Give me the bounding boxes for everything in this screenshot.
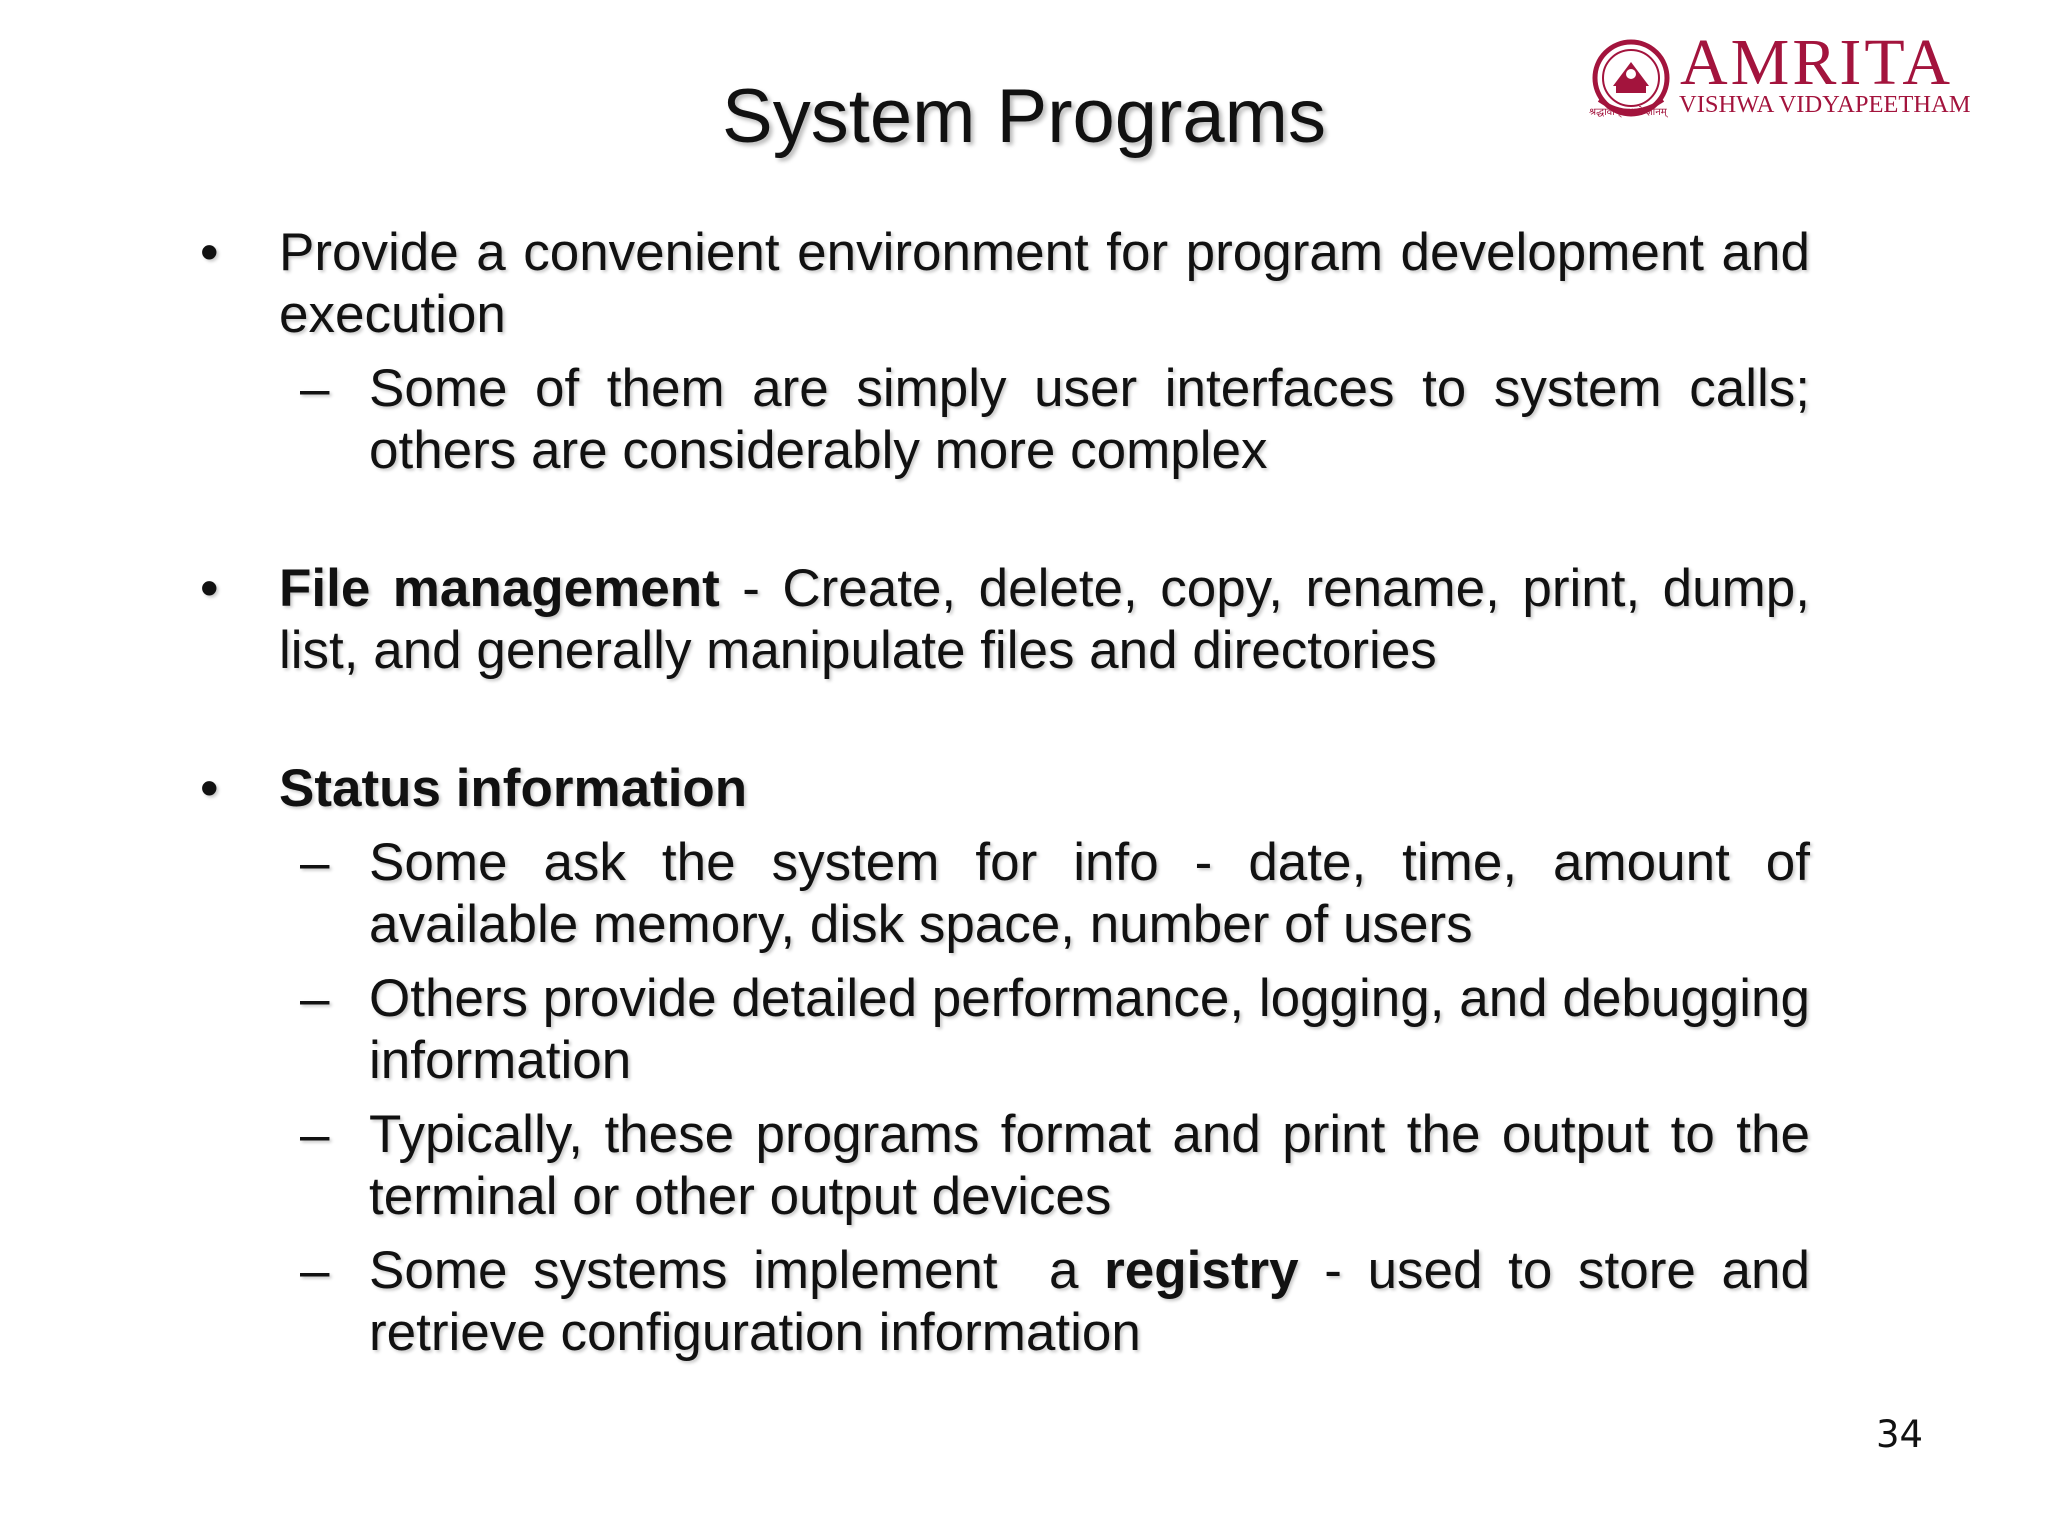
slide-title: System Programs: [722, 74, 1326, 159]
sub-bullet-text: Some ask the system for info - date, time, amount of available memory, disk space, number of users: [369, 833, 1810, 954]
amrita-logo: [1585, 26, 2040, 128]
bullet-text: [279, 758, 1810, 820]
dash-marker: –: [300, 359, 330, 418]
bullet-marker: •: [200, 223, 219, 282]
sub-bullet-item: [200, 1240, 1810, 1364]
sub-bullet-item: [200, 832, 1810, 956]
bullet-item: [200, 222, 1810, 346]
logo-tagline: श्रद्धावान् लभते ज्ञानम्: [1589, 107, 1667, 118]
dash-marker: –: [300, 833, 330, 892]
bullet-item: [200, 558, 1810, 682]
sub-bullet-pre: Some systems implement a: [369, 1241, 1105, 1300]
sub-bullet-item: [200, 968, 1810, 1092]
sub-bullet-text: Typically, these programs format and print the output to the terminal or other output devices: [369, 1105, 1810, 1226]
registry-term: registry: [1104, 1241, 1299, 1300]
dash-marker: –: [300, 969, 330, 1028]
sub-bullet-text: [369, 1240, 1810, 1364]
dash-marker: –: [300, 1105, 330, 1164]
sub-bullet-item: [200, 358, 1810, 482]
dash-marker: –: [300, 1241, 330, 1300]
bullet-marker: •: [200, 759, 219, 818]
sub-bullet-post: - used to store and retrieve configuration information: [369, 1241, 1810, 1362]
logo-brand-text: AMRITA: [1680, 26, 1954, 99]
bullet-text: [279, 558, 1810, 682]
bullet-heading: File management: [279, 559, 720, 618]
bullet-item: [200, 758, 1810, 820]
logo-subtitle: VISHWA VIDYAPEETHAM: [1679, 91, 1971, 118]
bullet-list: [200, 222, 1810, 1364]
bullet-heading: Status information: [279, 759, 748, 818]
bullet-text: Provide a convenient environment for program development and execution: [279, 223, 1810, 344]
bullet-marker: •: [200, 559, 219, 618]
page-number: 34: [1876, 1413, 1924, 1456]
sub-bullet-text: Others provide detailed performance, logging, and debugging information: [369, 969, 1810, 1090]
bullet-body: - Create, delete, copy, rename, print, dump, list, and generally manipulate files and directories: [279, 559, 1810, 680]
sub-bullet-text: Some of them are simply user interfaces to system calls; others are considerably more complex: [369, 359, 1810, 480]
sub-bullet-item: [200, 1104, 1810, 1228]
